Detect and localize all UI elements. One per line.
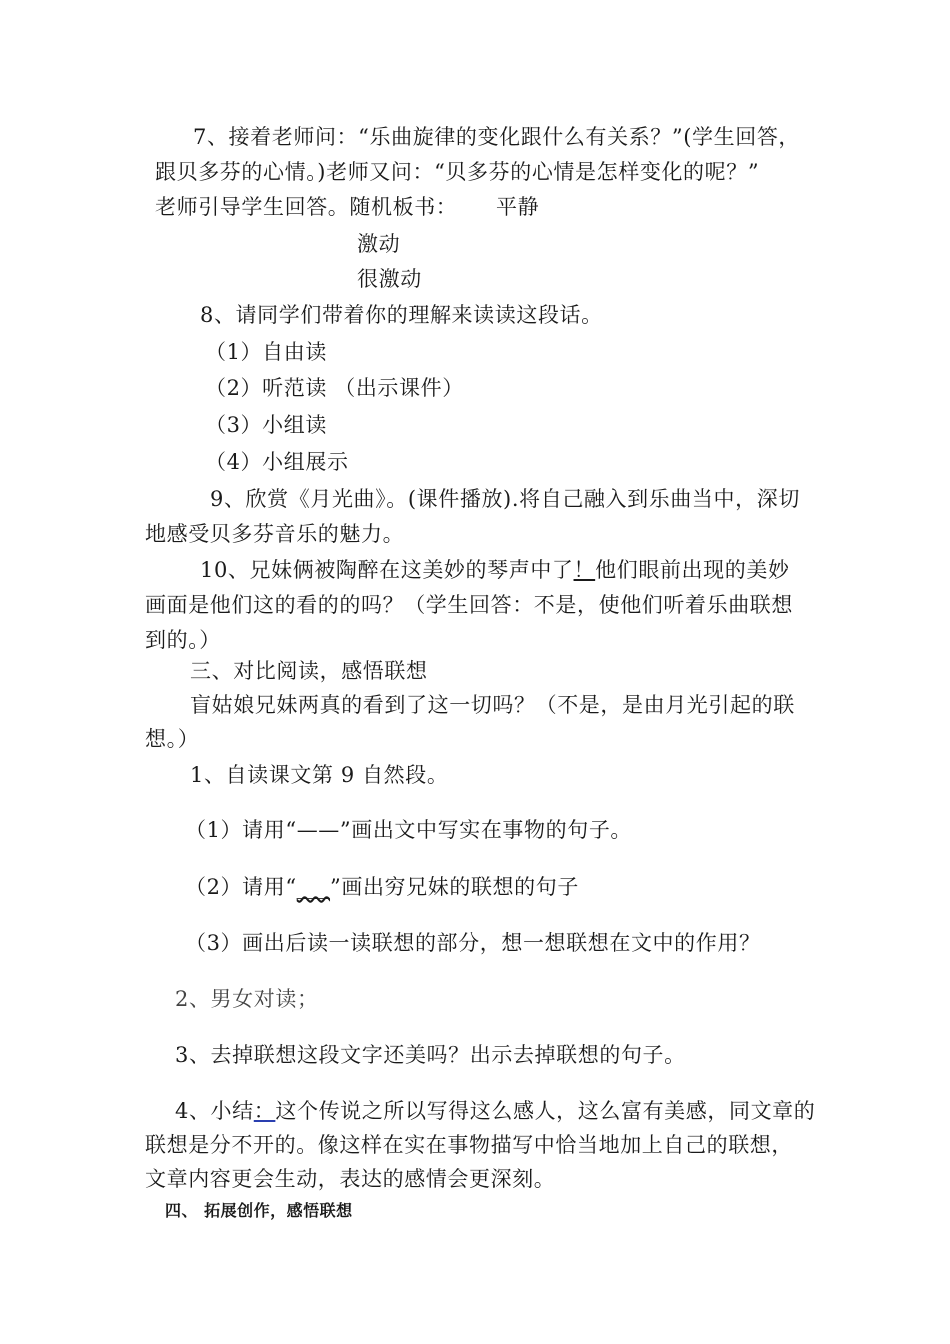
section-heading: 三、对比阅读，感悟联想 [190, 659, 428, 683]
list-item: （3）小组读 [205, 413, 327, 437]
paragraph-line [200, 555, 790, 585]
list-item: （1）自由读 [205, 340, 327, 364]
paragraph-line: 文章内容更会生动，表达的感情会更深刻。 [145, 1167, 556, 1191]
step-heading: 1、自读课文第 9 自然段。 [190, 763, 449, 787]
board-word-calm: 平静 [496, 195, 540, 219]
sentence-part: ”画出穷兄妹的联想的句子 [330, 875, 579, 899]
paragraph-line: 联想是分不开的。像这样在实在事物描写中恰当地加上自己的联想， [145, 1133, 793, 1157]
section-heading: 四、 拓展创作，感悟联想 [165, 1201, 353, 1220]
colon-mark: ： [253, 1099, 276, 1123]
sentence-part: 这个传说之所以写得这么感人，这么富有美感，同文章的 [275, 1099, 816, 1123]
paragraph-line: 想。） [145, 727, 200, 751]
paragraph-line: 9、欣赏《月光曲》。(课件播放).将自己融入到乐曲当中，深切 [210, 487, 800, 511]
paragraph-line: 7、接着老师问：“乐曲旋律的变化跟什么有关系？”(学生回答， [193, 125, 801, 149]
board-word-very-excited: 很激动 [357, 267, 422, 291]
paragraph-line [175, 1096, 815, 1126]
paragraph-line: 老师引导学生回答。随机板书： [155, 195, 458, 219]
paragraph-line: 盲姑娘兄妹两真的看到了这一切吗？（不是，是由月光引起的联 [190, 693, 795, 717]
exclamation-mark: ！ [573, 558, 596, 582]
wavy-line-symbol: ___ [296, 875, 331, 899]
list-item: （3）画出后读一读联想的部分，想一想联想在文中的作用？ [185, 931, 761, 955]
list-item: （1）请用“——”画出文中写实在事物的句子。 [185, 818, 633, 842]
step-heading: 2、男女对读； [175, 987, 319, 1011]
sentence-part: 10、兄妹俩被陶醉在这美妙的琴声中了 [200, 558, 574, 582]
board-word-excited: 激动 [357, 232, 401, 256]
paragraph-line: 跟贝多芬的心情。)老师又问：“贝多芬的心情是怎样变化的呢？” [155, 160, 760, 184]
list-item: （2）听范读 （出示课件） [205, 376, 464, 400]
paragraph-line: 地感受贝多芬音乐的魅力。 [145, 522, 405, 546]
sentence-part: （2）请用“ [185, 875, 297, 899]
list-item [185, 872, 579, 902]
list-item: （4）小组展示 [205, 450, 349, 474]
paragraph-line: 到的。） [145, 628, 221, 652]
paragraph-line: 画面是他们这的看的的吗？（学生回答：不是，使他们听着乐曲联想 [145, 593, 793, 617]
sentence-part: 他们眼前出现的美妙 [595, 558, 790, 582]
sentence-part: 4、小结 [175, 1099, 254, 1123]
step-heading: 3、去掉联想这段文字还美吗？出示去掉联想的句子。 [175, 1043, 686, 1067]
step-heading: 8、请同学们带着你的理解来读读这段话。 [200, 303, 603, 327]
